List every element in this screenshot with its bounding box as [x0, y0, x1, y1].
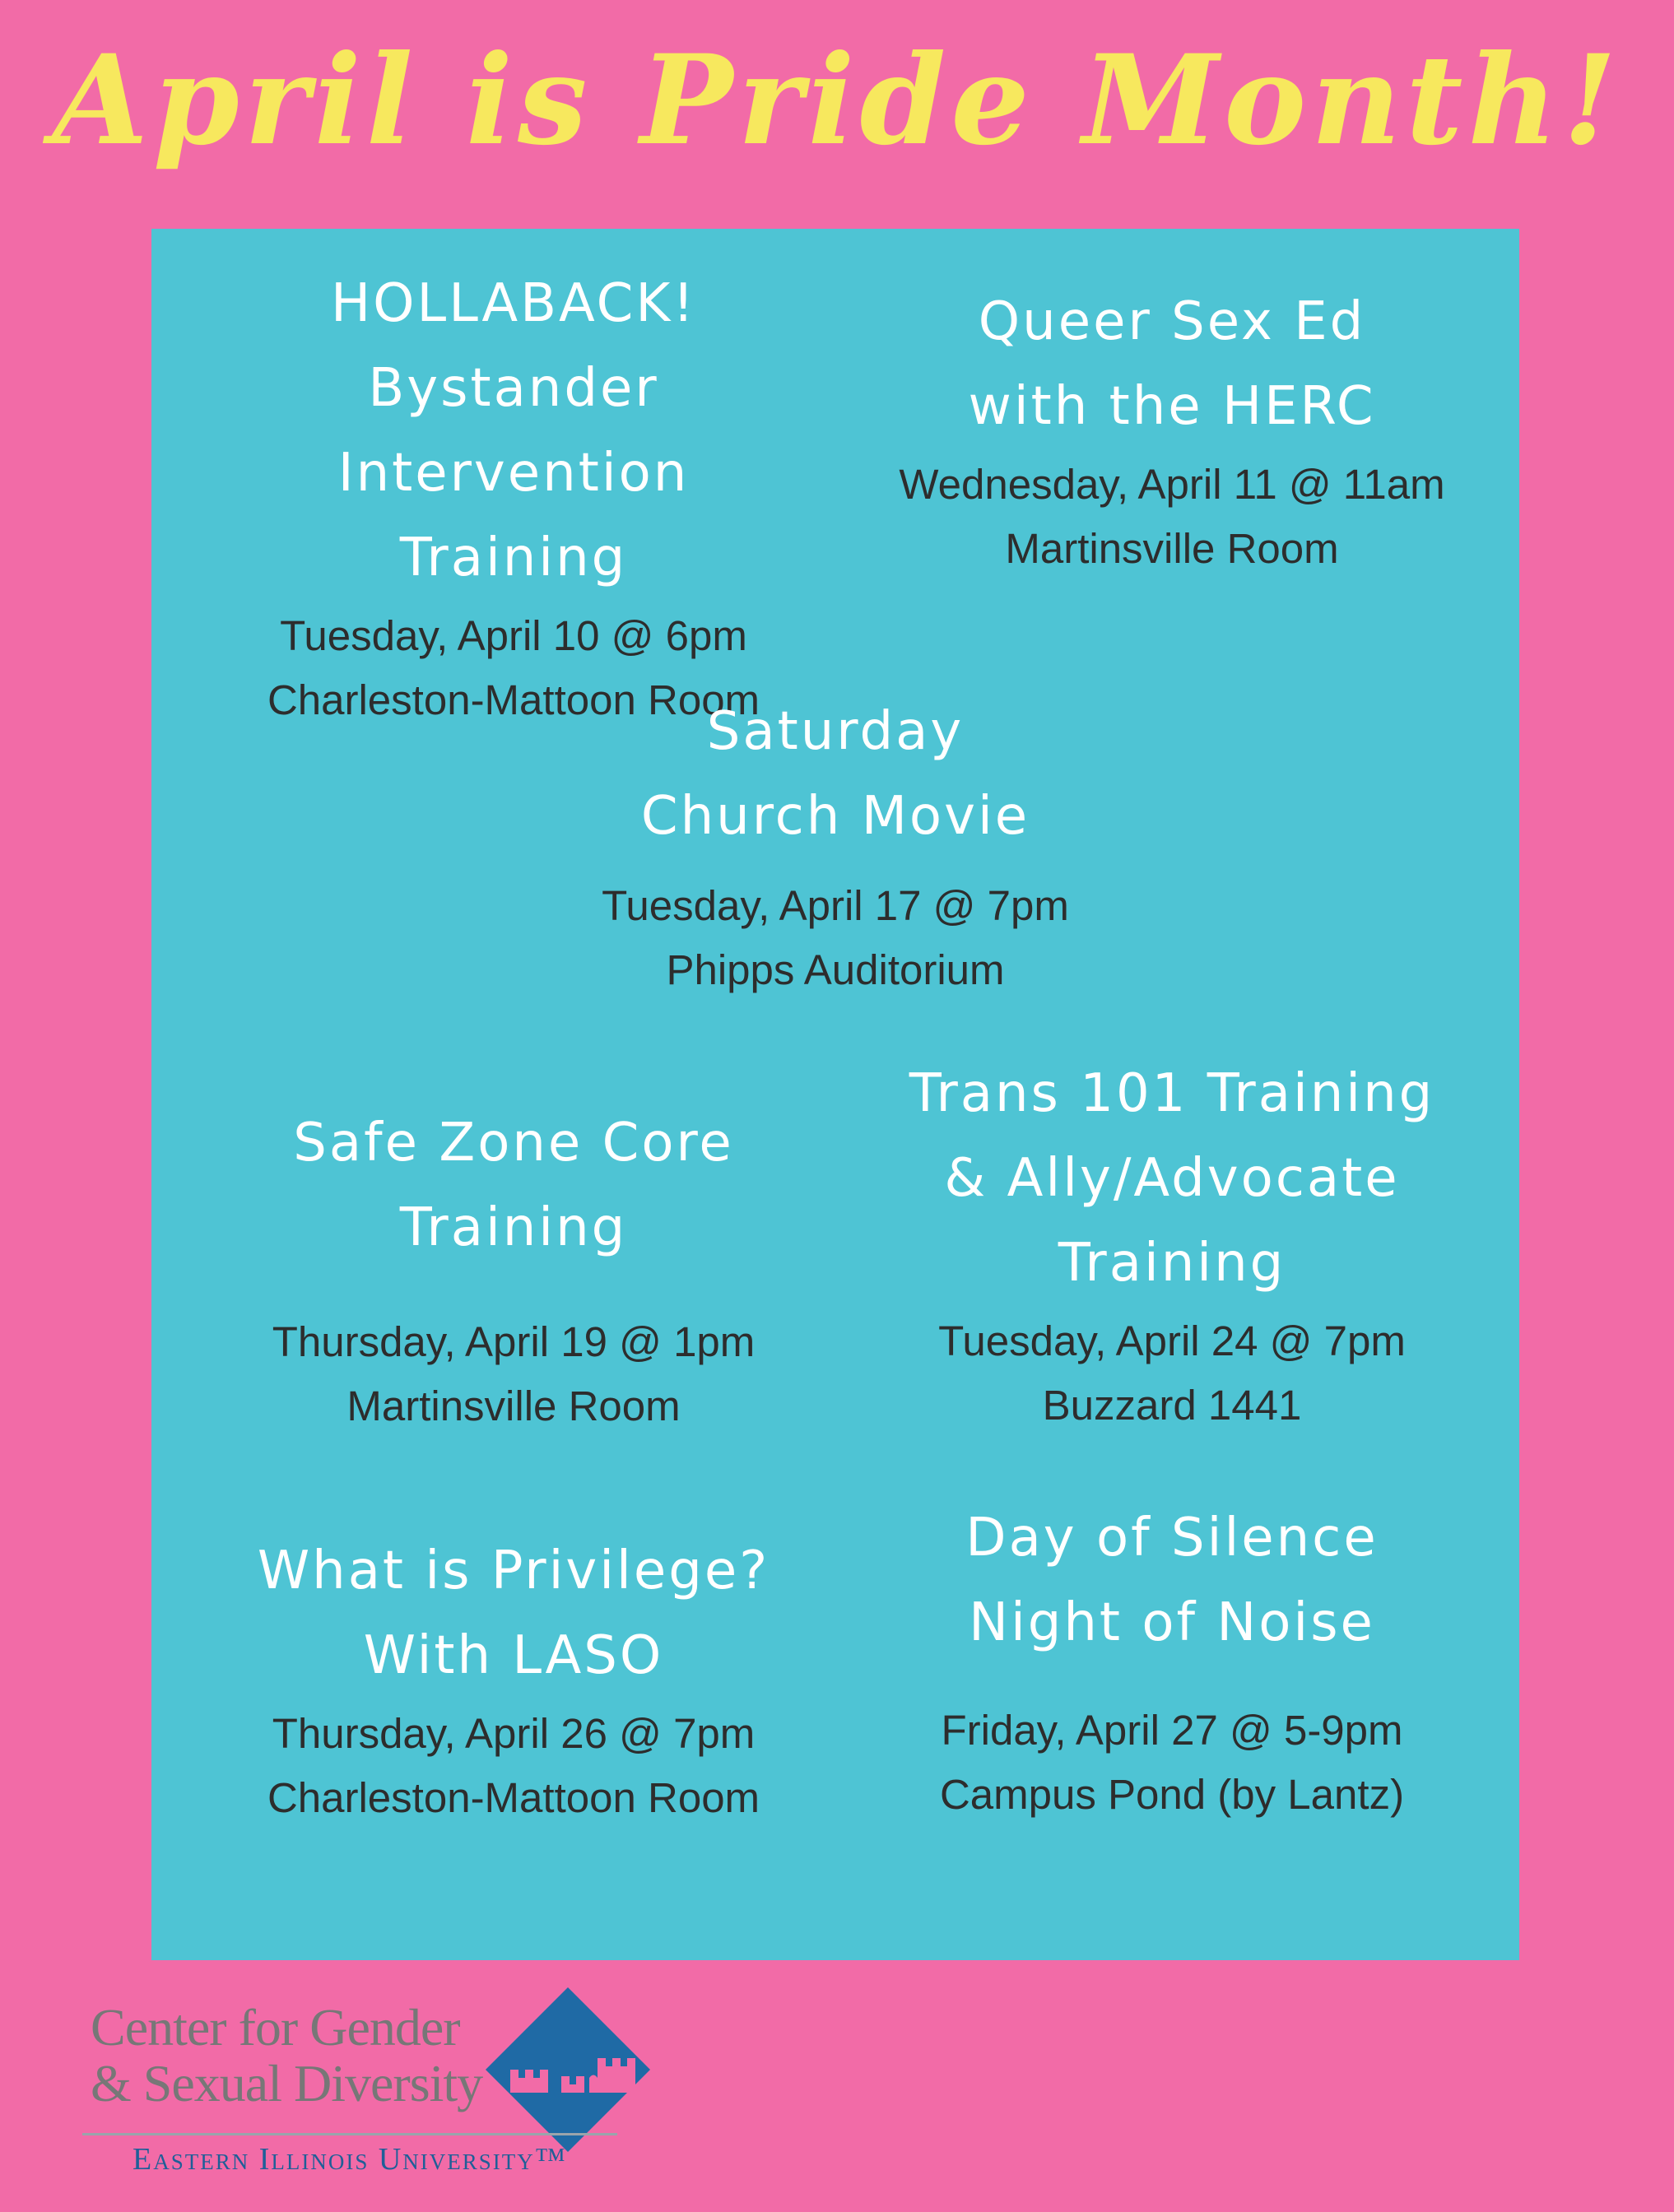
event-place: Buzzard 1441	[1042, 1382, 1302, 1429]
event-date: Tuesday, April 17 @ 7pm	[602, 882, 1069, 929]
logo-university: Eastern Illinois University™	[132, 2142, 568, 2177]
event-day-of-silence	[843, 1496, 1501, 1827]
logo-divider	[82, 2133, 617, 2135]
event-what-is-privilege	[184, 1529, 843, 1830]
event-title-line: Safe Zone Core	[293, 1113, 734, 1173]
castle-diamond-icon	[486, 1987, 650, 2152]
event-date: Tuesday, April 10 @ 6pm	[280, 612, 747, 659]
event-saturday-church	[151, 690, 1519, 1002]
event-title-line: HOLLABACK!	[331, 273, 696, 334]
event-title-line: & Ally/Advocate	[944, 1148, 1400, 1209]
event-title-line: Training	[1058, 1233, 1286, 1294]
event-title-line: with the HERC	[968, 376, 1376, 437]
cgsd-logo	[82, 1983, 675, 2181]
event-date: Tuesday, April 24 @ 7pm	[938, 1317, 1406, 1364]
events-panel	[151, 229, 1519, 1960]
logo-line-1: Center for Gender	[91, 1998, 460, 2056]
event-place: Charleston-Mattoon Room	[267, 1774, 760, 1821]
event-title-line: Bystander Intervention	[337, 358, 690, 504]
event-title-line: Trans 101 Training	[909, 1063, 1435, 1124]
event-title-line: Training	[399, 527, 628, 588]
event-title-line: Queer Sex Ed	[978, 291, 1366, 352]
event-place: Martinsville Room	[346, 1382, 681, 1429]
event-trans-101	[843, 1052, 1501, 1438]
logo-text	[91, 2000, 482, 2112]
logo-line-2: & Sexual Diversity	[91, 2054, 483, 2112]
event-place: Campus Pond (by Lantz)	[939, 1771, 1405, 1818]
event-title-line: Day of Silence	[965, 1508, 1379, 1568]
event-place: Martinsville Room	[1005, 525, 1339, 572]
event-title-line: Training	[399, 1197, 628, 1258]
event-title-line: Saturday	[706, 701, 965, 762]
event-title-line: What is Privilege?	[257, 1540, 770, 1601]
event-title-line: Night of Noise	[969, 1592, 1375, 1653]
event-title-line: Church Movie	[640, 786, 1030, 847]
event-date: Friday, April 27 @ 5-9pm	[941, 1707, 1403, 1754]
event-queer-sex-ed	[843, 280, 1501, 581]
event-place: Phipps Auditorium	[666, 946, 1005, 993]
event-title-line: With LASO	[363, 1625, 664, 1686]
event-place: Charleston-Mattoon Room	[267, 676, 760, 723]
event-date: Thursday, April 26 @ 7pm	[272, 1710, 756, 1757]
event-date: Thursday, April 19 @ 1pm	[272, 1318, 756, 1365]
event-date: Wednesday, April 11 @ 11am	[899, 461, 1445, 508]
page-headline: April is Pride Month!	[52, 28, 1622, 173]
event-safe-zone	[184, 1101, 843, 1438]
event-hollaback	[184, 262, 843, 732]
